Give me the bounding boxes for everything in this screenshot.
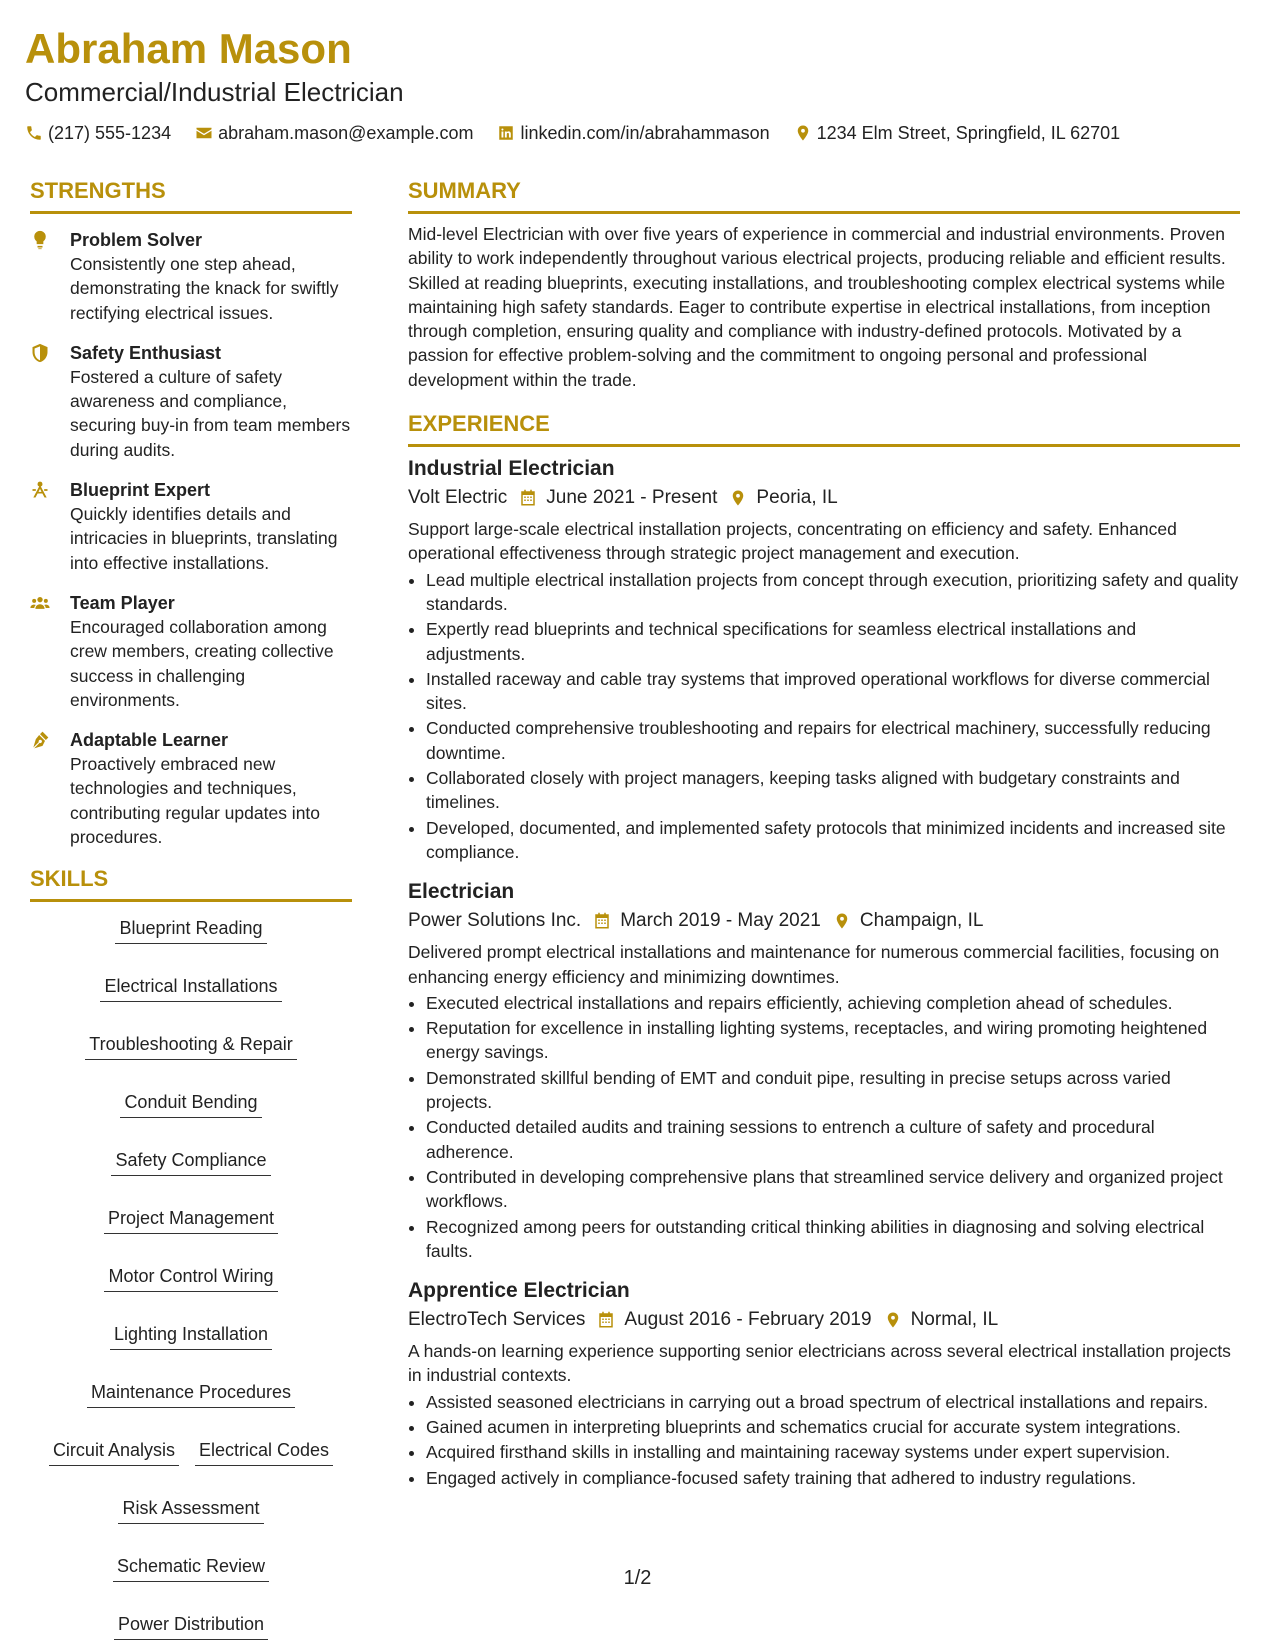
job-bullet: • Conducted detailed audits and training sessions to entrench a culture of safety and procedural adherence. — [426, 1115, 1240, 1164]
job-title: Industrial Electrician — [408, 457, 615, 481]
skill-tag: Troubleshooting & Repair — [85, 1032, 296, 1060]
job-location: Normal, IL — [910, 1309, 999, 1331]
left-column — [30, 177, 352, 1640]
strength-item — [30, 228, 352, 325]
job-bullet: • Acquired firsthand skills in installing and maintaining raceway systems under expert supervision. — [426, 1440, 1240, 1464]
strengths-list — [30, 228, 352, 849]
contact-address — [794, 122, 1121, 144]
job-bullet: • Lead multiple electrical installation projects from concept through execution, prioritizing safety and quality standards. — [426, 568, 1240, 617]
pen-nib-icon — [30, 730, 50, 750]
job-bullet: • Recognized among peers for outstanding critical thinking abilities in diagnosing and solving electrical faults. — [426, 1215, 1240, 1264]
job-bullet: • Developed, documented, and implemented safety protocols that minimized incidents and increased site compliance. — [426, 816, 1240, 865]
skill-tag: Project Management — [104, 1206, 278, 1234]
candidate-name: Abraham Mason — [25, 25, 352, 72]
map-pin-icon — [884, 1311, 902, 1329]
job-bullet: • Demonstrated skillful bending of EMT and conduit pipe, resulting in precise setups across varied projects. — [426, 1066, 1240, 1115]
linkedin-icon — [497, 124, 515, 142]
strength-title: Team Player — [70, 592, 175, 613]
strength-desc: Encouraged collaboration among crew members, creating collective success in challenging environments. — [70, 616, 334, 710]
page-number: 1/2 — [623, 1567, 652, 1589]
calendar-icon — [597, 1311, 615, 1329]
job-bullets — [408, 991, 1240, 1263]
job-dates: June 2021 - Present — [546, 487, 718, 509]
job-bullet: • Engaged actively in compliance-focused safety training that adhered to industry regulations. — [426, 1466, 1240, 1490]
strength-item — [30, 341, 352, 462]
right-column — [408, 177, 1240, 1504]
email-text: abraham.mason@example.com — [218, 123, 474, 143]
job-meta — [408, 1307, 1240, 1333]
strength-title: Safety Enthusiast — [70, 342, 222, 363]
lightbulb-icon — [30, 230, 50, 250]
linkedin-text: linkedin.com/in/abrahammason — [520, 123, 770, 143]
job-location: Champaign, IL — [859, 910, 984, 932]
job-company: Power Solutions Inc. — [408, 910, 582, 932]
summary-text: Mid-level Electrician with over five years of experience in commercial and industrial environments. Proven ability to work independently throughout various electrical projects, producing reliable and efficient results. Skilled at reading blueprints, executing installations, and troubleshooting complex electrical systems while maintaining high safety standards. Eager to contribute expertise in electrical installations, from inception through completion, ensuring quality and compliance with industry-defined protocols. Motivated by a passion for effective problem-solving and the commitment to ongoing personal and professional development within the trade. — [408, 224, 1226, 390]
skill-tag: Risk Assessment — [118, 1496, 263, 1524]
experience-heading: EXPERIENCE — [408, 410, 1240, 447]
skill-tag: Motor Control Wiring — [104, 1264, 277, 1292]
skills-section — [30, 865, 352, 1640]
job-bullet: • Reputation for excellence in installing lighting systems, receptacles, and wiring promoting heightened energy savings. — [426, 1016, 1240, 1065]
job-title: Apprentice Electrician — [408, 1279, 630, 1303]
calendar-icon — [593, 912, 611, 930]
skill-tag: Maintenance Procedures — [87, 1380, 295, 1408]
skills-heading: SKILLS — [30, 865, 352, 902]
strength-title: Adaptable Learner — [70, 730, 229, 751]
skill-tag: Circuit Analysis — [49, 1438, 179, 1466]
compass-drafting-icon — [30, 480, 50, 500]
phone-icon — [25, 124, 43, 142]
strength-item — [30, 478, 352, 575]
skill-tag: Safety Compliance — [111, 1148, 270, 1176]
skill-tag: Power Distribution — [114, 1612, 268, 1640]
skill-tag: Electrical Installations — [100, 974, 281, 1002]
calendar-icon — [519, 489, 537, 507]
summary-heading: SUMMARY — [408, 177, 1240, 214]
job-location: Peoria, IL — [756, 487, 838, 509]
strength-title: Blueprint Expert — [70, 480, 211, 501]
contact-email[interactable] — [195, 122, 473, 144]
strength-title: Problem Solver — [70, 230, 203, 250]
job-company: Volt Electric — [408, 487, 508, 509]
job-bullet: • Expertly read blueprints and technical specifications for seamless electrical installations and adjustments. — [426, 617, 1240, 666]
map-pin-icon — [794, 124, 812, 142]
skill-tag: Schematic Review — [113, 1554, 269, 1582]
address-text: 1234 Elm Street, Springfield, IL 62701 — [816, 123, 1121, 143]
job-dates: August 2016 - February 2019 — [624, 1309, 872, 1331]
strength-desc: Consistently one step ahead, demonstrating the knack for swiftly rectifying electrical issues. — [70, 254, 339, 323]
job-bullet: • Collaborated closely with project managers, keeping tasks aligned with budgetary constraints and timelines. — [426, 766, 1240, 815]
strength-item — [30, 728, 352, 849]
job-desc: Support large-scale electrical installation projects, concentrating on efficiency and safety. Enhanced operational effectiveness through strategic project management and execution. — [408, 519, 1177, 564]
job-meta — [408, 485, 1240, 511]
skill-tag: Lighting Installation — [110, 1322, 272, 1350]
map-pin-icon — [833, 912, 851, 930]
experience-list — [408, 455, 1240, 1490]
job-entry — [408, 878, 1240, 1263]
phone-text: (217) 555-1234 — [48, 123, 172, 143]
job-bullet: • Assisted seasoned electricians in carrying out a broad spectrum of electrical installations and repairs. — [426, 1390, 1240, 1414]
job-bullet: • Contributed in developing comprehensive plans that streamlined service delivery and organized project workflows. — [426, 1165, 1240, 1214]
strengths-heading: STRENGTHS — [30, 177, 352, 214]
job-desc: A hands-on learning experience supporting senior electricians across several electrical installation projects in industrial contexts. — [408, 1341, 1231, 1386]
job-dates: March 2019 - May 2021 — [620, 910, 821, 932]
strength-item — [30, 591, 352, 712]
job-bullet: • Executed electrical installations and repairs efficiently, achieving completion ahead of schedules. — [426, 991, 1240, 1015]
job-bullet: • Conducted comprehensive troubleshooting and repairs for electrical machinery, successfully reducing downtime. — [426, 716, 1240, 765]
skills-list — [30, 916, 352, 1640]
job-bullet: • Installed raceway and cable tray systems that improved operational workflows for diverse commercial sites. — [426, 667, 1240, 716]
map-pin-icon — [729, 489, 747, 507]
resume-header — [25, 22, 1255, 144]
contact-bar — [25, 122, 1255, 144]
strength-desc: Fostered a culture of safety awareness and compliance, securing buy-in from team members during audits. — [70, 366, 351, 460]
contact-phone[interactable] — [25, 122, 171, 144]
skill-tag: Conduit Bending — [120, 1090, 261, 1118]
job-entry — [408, 1277, 1240, 1490]
job-title: Electrician — [408, 880, 515, 904]
job-bullets — [408, 1390, 1240, 1490]
skill-tag: Electrical Codes — [195, 1438, 333, 1466]
job-desc: Delivered prompt electrical installations and maintenance for numerous commercial facilities, focusing on enhancing energy efficiency and minimizing downtimes. — [408, 942, 1220, 987]
skill-tag: Blueprint Reading — [115, 916, 266, 944]
contact-linkedin[interactable] — [497, 122, 769, 144]
job-bullet: • Gained acumen in interpreting blueprints and schematics crucial for accurate system integrations. — [426, 1415, 1240, 1439]
job-entry — [408, 455, 1240, 864]
candidate-title: Commercial/Industrial Electrician — [25, 77, 404, 107]
job-bullets — [408, 568, 1240, 865]
job-company: ElectroTech Services — [408, 1309, 586, 1331]
strength-desc: Proactively embraced new technologies and techniques, contributing regular updates into procedures. — [70, 754, 321, 848]
team-icon — [30, 593, 50, 613]
job-meta — [408, 908, 1240, 934]
strength-desc: Quickly identifies details and intricacies in blueprints, translating into effective installations. — [70, 504, 338, 573]
shield-icon — [30, 343, 50, 363]
envelope-icon — [195, 124, 213, 142]
